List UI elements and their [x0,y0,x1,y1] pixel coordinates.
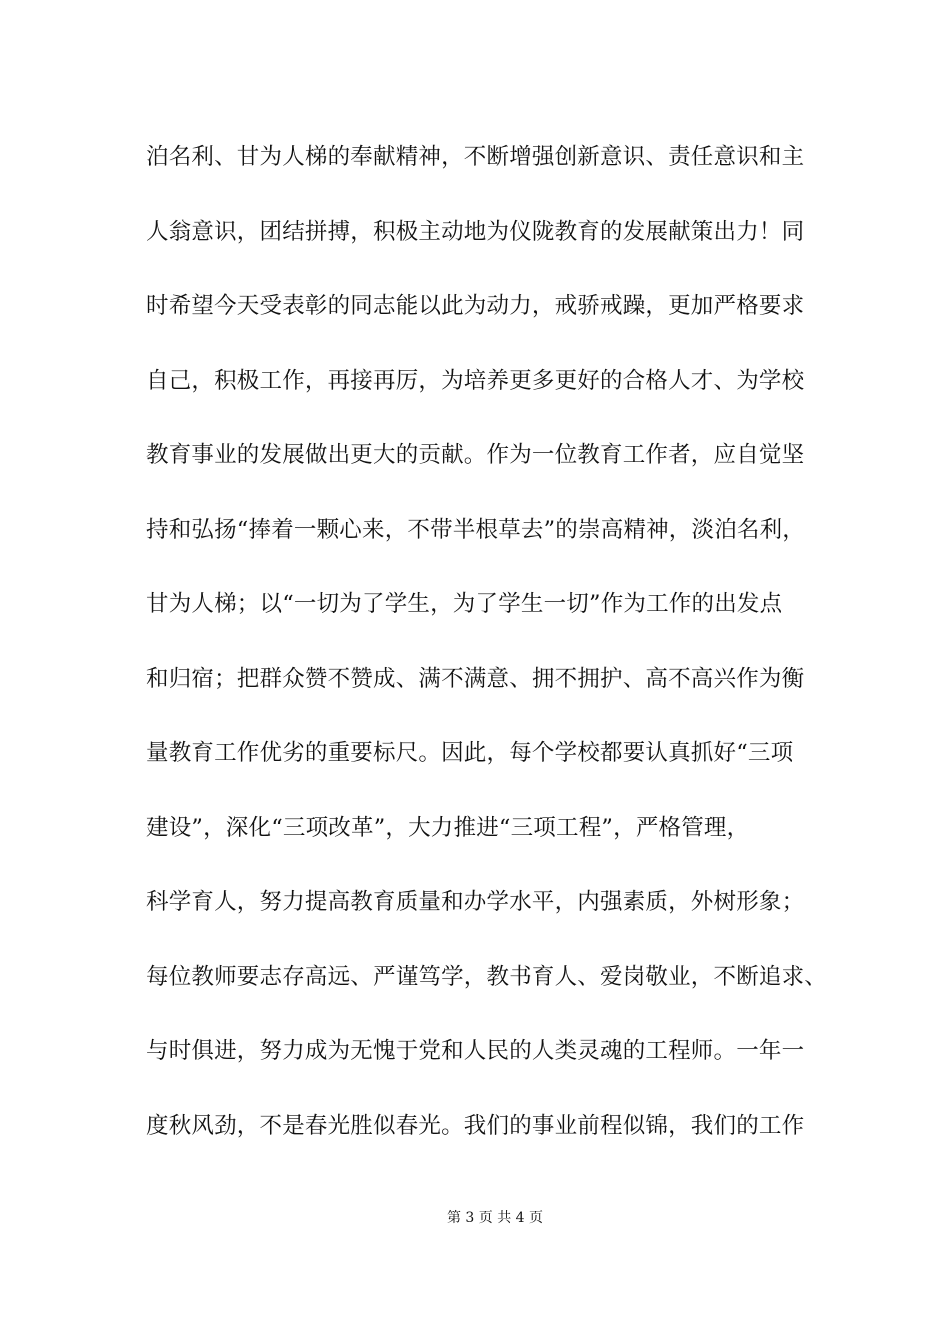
text-line: 甘为人梯；以“一切为了学生，为了学生一切”作为工作的出发点 [146,591,783,617]
text-line: 泊名利、甘为人梯的奉献精神，不断增强创新意识、责任意识和主 [146,144,805,170]
text-line: 每位教师要志存高远、严谨笃学，教书育人、爱岗敬业，不断追求、 [146,963,828,990]
text-line: 人翁意识，团结拼搏，积极主动地为仪陇教育的发展献策出力！同 [146,218,805,245]
page-number-footer: 第 3 页 共 4 页 [446,1210,544,1226]
body-text [146,132,836,1175]
text-line: 与时俱进，努力成为无愧于党和人民的人类灵魂的工程师。一年一 [146,1038,805,1064]
text-line: 度秋风劲，不是春光胜似春光。我们的事业前程似锦，我们的工作 [146,1112,805,1139]
text-line: 建设”，深化“三项改革”，大力推进“三项工程”，严格管理， [146,814,750,841]
text-line: 量教育工作优劣的重要标尺。因此，每个学校都要认真抓好“三项 [146,740,794,766]
text-line: 和归宿；把群众赞不赞成、满不满意、拥不拥护、高不高兴作为衡 [146,665,805,692]
text-line: 持和弘扬“捧着一颗心来，不带半根草去”的崇高精神，淡泊名利， [146,516,806,543]
text-line: 时希望今天受表彰的同志能以此为动力，戒骄戒躁，更加严格要求 [146,293,805,319]
text-line: 自己，积极工作，再接再厉，为培养更多更好的合格人才、为学校 [146,367,805,394]
text-line: 教育事业的发展做出更大的贡献。作为一位教育工作者，应自觉坚 [146,442,805,468]
text-line: 科学育人，努力提高教育质量和办学水平，内强素质，外树形象； [146,889,805,915]
